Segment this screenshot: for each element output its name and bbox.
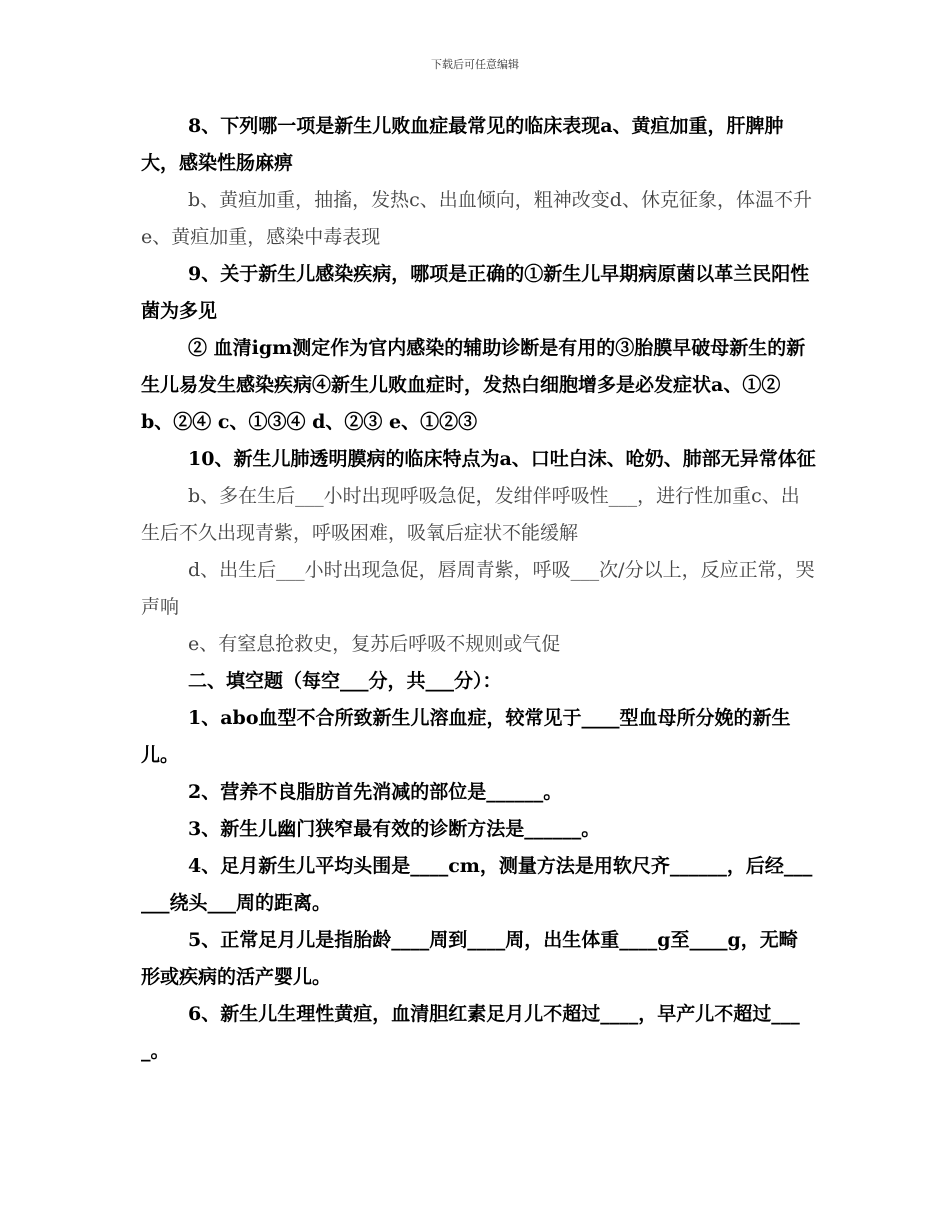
question-8-options: b、黄疸加重，抽搐，发热c、出血倾向，粗神改变d、休克征象，体温不升e、黄疸加重，感染中毒表现 [141,189,812,248]
question-10: 10、新生儿肺透明膜病的临床特点为a、口吐白沫、呛奶、肺部无异常体征 [188,448,816,470]
section-fill-blank-heading: 二、填空题（每空___分，共___分）： [188,670,502,692]
question-9: 9、关于新生儿感染疾病，哪项是正确的①新生儿早期病原菌以革兰民阳性菌为多见 [141,263,810,322]
page-header: 下载后可任意编辑 [431,58,519,71]
fill-question-5: 5、正常足月儿是指胎龄____周到____周，出生体重____g至____g，无畸形或疾病的活产婴儿。 [141,929,798,988]
fill-question-3: 3、新生儿幽门狭窄最有效的诊断方法是______。 [188,818,601,840]
fill-question-1: 1、abo血型不合所致新生儿溶血症，较常见于____型血母所分娩的新生儿。 [141,707,791,766]
question-10-option-d: d、出生后___小时出现急促，唇周青紫，呼吸___次/分以上，反应正常，哭声响 [141,559,815,618]
fill-question-4: 4、足月新生儿平均头围是____cm，测量方法是用软尺齐______，后经______绕头___周的距离。 [141,855,813,914]
document-body [141,108,816,1070]
question-9-statements: ② 血清igm测定作为官内感染的辅助诊断是有用的③胎膜早破母新生的新生儿易发生感染疾病④新生儿败血症时，发热白细胞增多是必发症状a、①② b、②④ c、①③④ d、②③ e、①②③ [141,337,806,433]
fill-question-6: 6、新生儿生理性黄疸，血清胆红素足月儿不超过____，早产儿不超过____。 [141,1003,800,1062]
question-8: 8、下列哪一项是新生儿败血症最常见的临床表现a、黄疸加重，肝脾肿大，感染性肠麻痹 [141,115,784,174]
question-10-option-b: b、多在生后___小时出现呼吸急促，发绀伴呼吸性___，进行性加重c、出生后不久出现青紫，呼吸困难，吸氧后症状不能缓解 [141,485,800,544]
question-10-option-e: e、有窒息抢救史，复苏后呼吸不规则或气促 [188,633,561,655]
fill-question-2: 2、营养不良脂肪首先消减的部位是______。 [188,781,563,803]
